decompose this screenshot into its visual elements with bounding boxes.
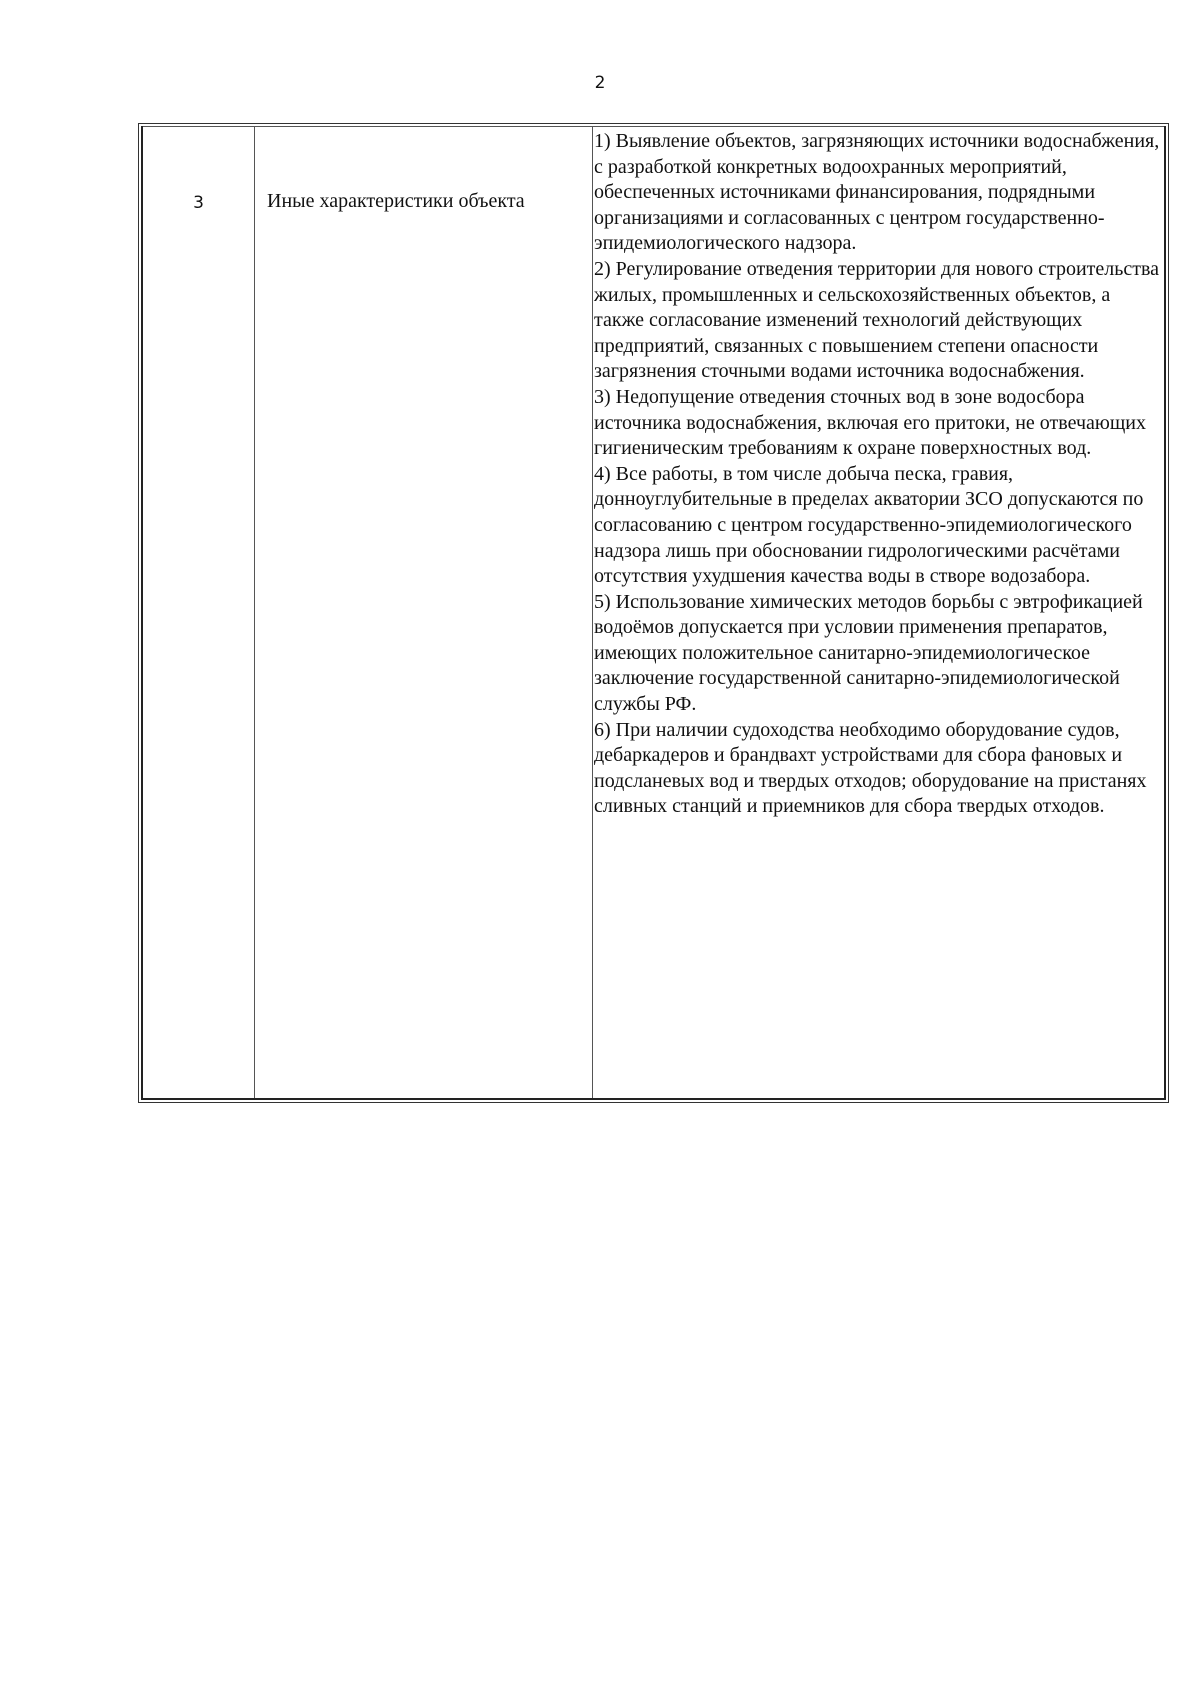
requirement-item-3: 3) Недопущение отведения сточных вод в зоне водосбора источника водоснабжения, включая его притоки, не отвечающих гигиеническим требованиям к охране поверхностных вод. [594, 385, 1146, 460]
characteristics-table [141, 126, 1166, 1100]
table-row [142, 127, 1165, 1099]
requirement-item-6: 6) При наличии судоходства необходимо оборудование судов, дебаркадеров и брандвахт устройствами для сбора фановых и подсланевых вод и твердых отходов; оборудование на пристанях сливных станций и приемников для сбора твердых отходов. [594, 718, 1147, 818]
row-name: Иные характеристики объекта [267, 190, 525, 212]
row-number: 3 [193, 193, 204, 213]
requirement-item-2: 2) Регулирование отведения территории для нового строительства жилых, промышленных и сельскохозяйственных объектов, а также согласование изменений технологий действующих предприятий, связанных с повышением степени опасности загрязнения сточными водами источника водоснабжения. [594, 257, 1160, 383]
requirements-list [593, 127, 1164, 820]
row-name-cell [255, 127, 593, 1099]
requirement-item-4: 4) Все работы, в том числе добыча песка, гравия, донноуглубительные в пределах акватории ЗСО допускаются по согласованию с центром государственно-эпидемиологического надзора лишь при обосновании гидрологическими расчётами отсутствия ухудшения качества воды в створе водозабора. [594, 462, 1144, 588]
requirement-item-1: 1) Выявление объектов, загрязняющих источники водоснабжения, с разработкой конкретных водоохранных мероприятий, обеспеченных источниками финансирования, подрядными организациями и согласованных с центром государственно-эпидемиологического надзора. [594, 130, 1160, 255]
requirement-item-5: 5) Использование химических методов борьбы с эвтрофикацией водоёмов допускается при условии применения препаратов, имеющих положительное санитарно-эпидемиологическое заключение государственной санитарно-эпидемиологической службы РФ. [594, 590, 1143, 716]
row-content-cell [593, 127, 1166, 1099]
row-number-cell [142, 127, 255, 1099]
page-number: 2 [594, 73, 606, 93]
